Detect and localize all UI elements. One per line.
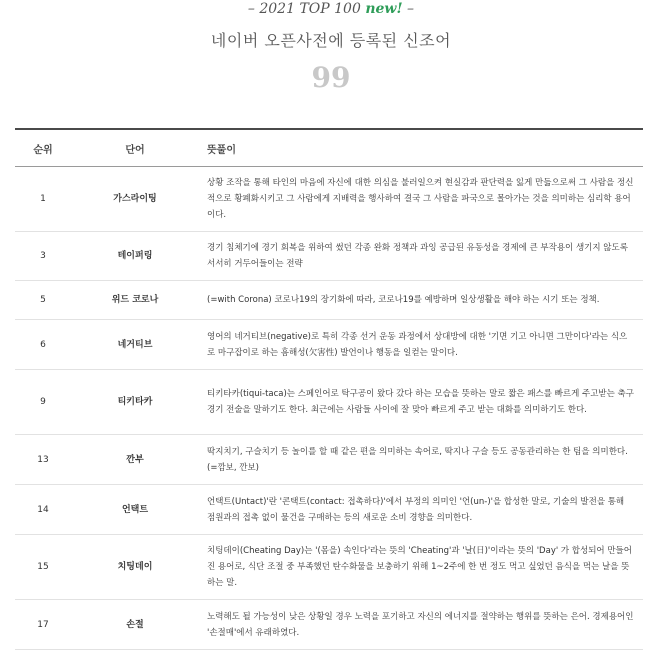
table-row [15, 167, 643, 232]
word-cell: 치팅데이 [71, 535, 199, 600]
kicker-prefix: – 2021 TOP 100 [247, 1, 366, 17]
meaning-cell: (=with Corona) 코로나19의 장기화에 따라, 코로나19를 예방하며 일상생활을 해야 하는 시기 또는 정책. [199, 281, 643, 320]
kicker-line [0, 0, 662, 18]
word-cell: 네거티브 [71, 320, 199, 370]
meaning-cell: 영어의 네거티브(negative)로 특히 각종 선거 운동 과정에서 상대방에 대한 '기면 기고 아니면 그만이다'라는 식으로 마구잡이로 하는 흠해성(欠害性) 발언이나 행동을 일컫는 말이다. [199, 320, 643, 370]
word-cell: 가스라이팅 [71, 167, 199, 232]
page-title: 네이버 오픈사전에 등록된 신조어 [210, 31, 452, 50]
table-row [15, 232, 643, 281]
meaning-cell: 상황 조작을 통해 타인의 마음에 자신에 대한 의심을 불러일으켜 현실감과 판단력을 잃게 만듦으로써 그 사람을 정신적으로 황폐화시키고 그 사람에게 지배력을 행사하여 결국 그 사람을 파국으로 몰아가는 것을 의미하는 심리학 용어이다. [199, 167, 643, 232]
rank-cell: 9 [15, 370, 71, 435]
table-row [15, 435, 643, 485]
column-header-rank: 순위 [15, 129, 71, 167]
table-header-row [15, 129, 643, 167]
neologism-table [15, 128, 643, 650]
rank-cell: 3 [15, 232, 71, 281]
rank-cell: 6 [15, 320, 71, 370]
column-header-meaning: 뜻풀이 [199, 129, 643, 167]
rank-cell: 15 [15, 535, 71, 600]
table-row [15, 600, 643, 650]
word-cell: 손절 [71, 600, 199, 650]
meaning-cell: 노력해도 될 가능성이 낮은 상황일 경우 노력을 포기하고 자신의 에너지를 절약하는 행위를 뜻하는 은어. 경제용어인 '손절매'에서 유래하였다. [199, 600, 643, 650]
word-cell: 티키타카 [71, 370, 199, 435]
page-header [0, 0, 662, 128]
word-cell: 테이퍼링 [71, 232, 199, 281]
meaning-cell: 언택트(Untact)'란 '콘택트(contact: 접촉하다)'에서 부정의 의미인 '언(un-)'을 합성한 말로, 기술의 발전을 통해 점원과의 접촉 없이 물건을 구매하는 등의 새로운 소비 경향을 의미한다. [199, 485, 643, 535]
table-row [15, 535, 643, 600]
word-cell: 언택트 [71, 485, 199, 535]
rank-cell: 17 [15, 600, 71, 650]
rank-cell: 1 [15, 167, 71, 232]
rank-cell: 5 [15, 281, 71, 320]
table-row [15, 485, 643, 535]
word-cell: 위드 코로나 [71, 281, 199, 320]
kicker-suffix: – [402, 1, 415, 17]
column-header-word: 단어 [71, 129, 199, 167]
meaning-cell: 딱지치기, 구슬치기 등 놀이를 할 때 같은 편을 의미하는 속어로, 딱지나 구슬 등도 공동관리하는 한 팀을 의미한다. (=깜보, 깐보) [199, 435, 643, 485]
meaning-cell: 티키타카(tiqui-taca)는 스페인어로 탁구공이 왔다 갔다 하는 모습을 뜻하는 말로 짧은 패스를 빠르게 주고받는 축구 경기 전술을 말하기도 한다. 최근에는 사람들 사이에 잘 맞아 빠르게 주고 받는 대화를 의미하기도 한다. [199, 370, 643, 435]
table-row [15, 281, 643, 320]
table-row [15, 370, 643, 435]
rank-cell: 14 [15, 485, 71, 535]
word-cell: 깐부 [71, 435, 199, 485]
meaning-cell: 치팅데이(Cheating Day)는 '(몸을) 속인다'라는 뜻의 'Cheating'과 '날(日)'이라는 뜻의 'Day' 가 합성되어 만들어진 용어로, 식단 조절 중 부족했던 탄수화물을 보충하기 위해 1~2주에 한 번 정도 먹고 싶었던 음식을 먹는 날을 뜻하는 말. [199, 535, 643, 600]
quote-mark-icon: 99 [311, 61, 351, 94]
rank-cell: 13 [15, 435, 71, 485]
meaning-cell: 경기 침체기에 경기 회복을 위하여 썼던 각종 완화 정책과 과잉 공급된 유동성을 경제에 큰 부작용이 생기지 않도록 서서히 거두어들이는 전략 [199, 232, 643, 281]
table-row [15, 320, 643, 370]
new-label: new! [365, 1, 403, 17]
